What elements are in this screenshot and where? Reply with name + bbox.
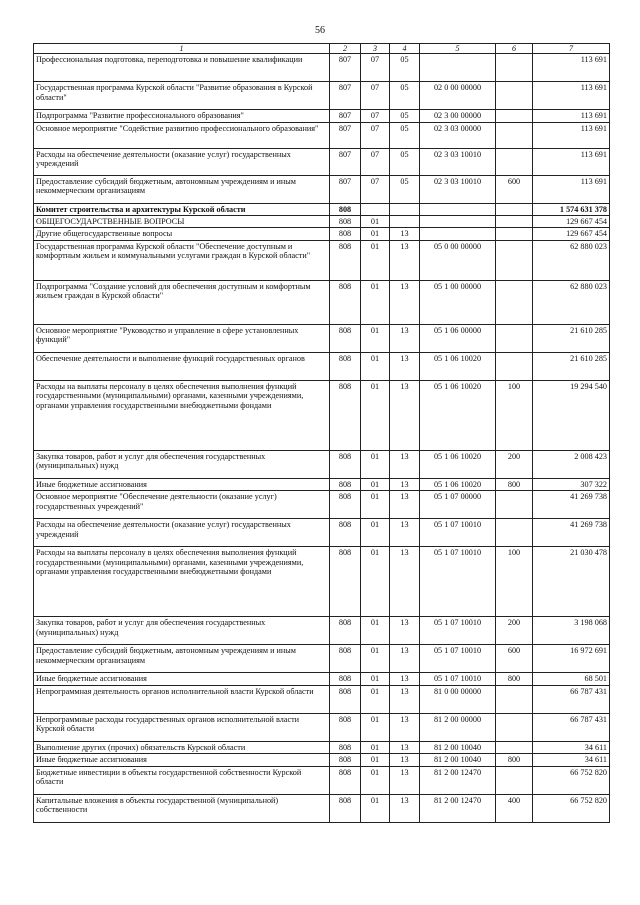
row-name-cell: Расходы на выплаты персоналу в целях обеспечения выполнения функций государственными (муниципальными) органами, казенными учреждениями, органами управления государственными внебюджетными фондами bbox=[34, 547, 330, 617]
row-subsection-cell: 13 bbox=[390, 324, 420, 352]
row-name-cell: Предоставление субсидий бюджетным, автономным учреждениям и иным некоммерческим организациям bbox=[34, 645, 330, 673]
row-admin-code-cell: 807 bbox=[330, 110, 361, 122]
row-subsection-cell: 13 bbox=[390, 673, 420, 685]
row-expense-type-cell: 400 bbox=[496, 794, 533, 822]
row-section-cell: 01 bbox=[361, 519, 390, 547]
row-amount-cell: 113 691 bbox=[533, 148, 610, 175]
table-row bbox=[34, 280, 610, 324]
row-target-article-cell: 02 0 00 00000 bbox=[420, 82, 496, 110]
row-name-cell: Подпрограмма "Развитие профессионального образования" bbox=[34, 110, 330, 122]
row-amount-cell: 68 501 bbox=[533, 673, 610, 685]
row-subsection-cell: 05 bbox=[390, 175, 420, 203]
row-admin-code-cell: 808 bbox=[330, 216, 361, 228]
row-name-cell: Иные бюджетные ассигнования bbox=[34, 673, 330, 685]
row-amount-cell: 113 691 bbox=[533, 82, 610, 110]
table-row bbox=[34, 645, 610, 673]
row-target-article-cell: 05 1 07 10010 bbox=[420, 617, 496, 645]
row-amount-cell: 66 752 820 bbox=[533, 794, 610, 822]
table-row bbox=[34, 713, 610, 741]
row-expense-type-cell bbox=[496, 741, 533, 753]
row-amount-cell: 113 691 bbox=[533, 110, 610, 122]
row-section-cell: 01 bbox=[361, 240, 390, 280]
row-expense-type-cell: 100 bbox=[496, 380, 533, 450]
table-row bbox=[34, 324, 610, 352]
row-subsection-cell: 05 bbox=[390, 122, 420, 148]
row-name-cell: Комитет строительства и архитектуры Курской области bbox=[34, 203, 330, 215]
table-row bbox=[34, 380, 610, 450]
row-amount-cell: 62 880 023 bbox=[533, 240, 610, 280]
table-row bbox=[34, 240, 610, 280]
row-admin-code-cell: 807 bbox=[330, 148, 361, 175]
row-subsection-cell bbox=[390, 216, 420, 228]
row-expense-type-cell: 800 bbox=[496, 754, 533, 766]
row-name-cell: Расходы на выплаты персоналу в целях обеспечения выполнения функций государственными (муниципальными) органами, казенными учреждениями, органами управления государственными внебюджетными фондами bbox=[34, 380, 330, 450]
row-admin-code-cell: 808 bbox=[330, 450, 361, 478]
row-target-article-cell: 05 1 06 10020 bbox=[420, 380, 496, 450]
row-subsection-cell: 13 bbox=[390, 519, 420, 547]
row-amount-cell: 41 269 738 bbox=[533, 491, 610, 519]
row-section-cell: 01 bbox=[361, 685, 390, 713]
row-target-article-cell bbox=[420, 54, 496, 82]
row-target-article-cell: 05 1 06 10020 bbox=[420, 450, 496, 478]
col-header-subsection: 4 bbox=[390, 44, 420, 54]
table-row bbox=[34, 617, 610, 645]
row-target-article-cell bbox=[420, 228, 496, 240]
row-section-cell: 01 bbox=[361, 228, 390, 240]
row-admin-code-cell: 807 bbox=[330, 175, 361, 203]
row-expense-type-cell bbox=[496, 713, 533, 741]
row-section-cell: 01 bbox=[361, 673, 390, 685]
row-name-cell: Обеспечение деятельности и выполнение функций государственных органов bbox=[34, 352, 330, 380]
row-target-article-cell: 02 3 03 10010 bbox=[420, 148, 496, 175]
row-expense-type-cell bbox=[496, 352, 533, 380]
row-target-article-cell: 81 2 00 10040 bbox=[420, 741, 496, 753]
row-section-cell: 01 bbox=[361, 450, 390, 478]
row-name-cell: Государственная программа Курской области "Развитие образования в Курской области" bbox=[34, 82, 330, 110]
row-name-cell: Основное мероприятие "Руководство и управление в сфере установленных функций" bbox=[34, 324, 330, 352]
row-section-cell: 01 bbox=[361, 478, 390, 490]
table-row bbox=[34, 673, 610, 685]
row-name-cell: Закупка товаров, работ и услуг для обеспечения государственных (муниципальных) нужд bbox=[34, 450, 330, 478]
row-target-article-cell: 05 0 00 00000 bbox=[420, 240, 496, 280]
row-subsection-cell: 05 bbox=[390, 54, 420, 82]
row-target-article-cell: 81 2 00 12470 bbox=[420, 766, 496, 794]
row-admin-code-cell: 808 bbox=[330, 617, 361, 645]
row-name-cell: Основное мероприятие "Обеспечение деятельности (оказание услуг) государственных учреждений" bbox=[34, 491, 330, 519]
row-subsection-cell: 13 bbox=[390, 352, 420, 380]
row-amount-cell: 113 691 bbox=[533, 122, 610, 148]
row-subsection-cell: 13 bbox=[390, 685, 420, 713]
row-name-cell: Иные бюджетные ассигнования bbox=[34, 478, 330, 490]
row-expense-type-cell bbox=[496, 148, 533, 175]
row-admin-code-cell: 808 bbox=[330, 280, 361, 324]
row-name-cell: Непрограммная деятельность органов исполнительной власти Курской области bbox=[34, 685, 330, 713]
row-target-article-cell: 05 1 07 00000 bbox=[420, 491, 496, 519]
table-row bbox=[34, 766, 610, 794]
row-target-article-cell: 81 2 00 10040 bbox=[420, 754, 496, 766]
row-expense-type-cell: 100 bbox=[496, 547, 533, 617]
row-subsection-cell: 13 bbox=[390, 547, 420, 617]
row-expense-type-cell bbox=[496, 519, 533, 547]
row-name-cell: Расходы на обеспечение деятельности (оказание услуг) государственных учреждений bbox=[34, 148, 330, 175]
row-admin-code-cell: 808 bbox=[330, 324, 361, 352]
row-section-cell: 01 bbox=[361, 754, 390, 766]
row-expense-type-cell bbox=[496, 240, 533, 280]
table-row bbox=[34, 519, 610, 547]
row-section-cell: 07 bbox=[361, 82, 390, 110]
col-header-section: 3 bbox=[361, 44, 390, 54]
table-row bbox=[34, 685, 610, 713]
row-amount-cell: 2 008 423 bbox=[533, 450, 610, 478]
row-expense-type-cell: 800 bbox=[496, 478, 533, 490]
col-header-expense-type: 6 bbox=[496, 44, 533, 54]
row-admin-code-cell: 808 bbox=[330, 519, 361, 547]
row-section-cell: 07 bbox=[361, 175, 390, 203]
row-amount-cell: 66 787 431 bbox=[533, 713, 610, 741]
row-target-article-cell bbox=[420, 216, 496, 228]
row-admin-code-cell: 808 bbox=[330, 713, 361, 741]
row-subsection-cell: 13 bbox=[390, 478, 420, 490]
table-row bbox=[34, 82, 610, 110]
row-section-cell: 01 bbox=[361, 617, 390, 645]
row-section-cell: 01 bbox=[361, 380, 390, 450]
row-section-cell: 01 bbox=[361, 352, 390, 380]
row-admin-code-cell: 808 bbox=[330, 766, 361, 794]
col-header-target-article: 5 bbox=[420, 44, 496, 54]
row-admin-code-cell: 808 bbox=[330, 203, 361, 215]
row-name-cell: Выполнение других (прочих) обязательств Курской области bbox=[34, 741, 330, 753]
row-subsection-cell: 13 bbox=[390, 766, 420, 794]
row-name-cell: Основное мероприятие "Содействие развитию профессионального образования" bbox=[34, 122, 330, 148]
table-row bbox=[34, 228, 610, 240]
row-admin-code-cell: 808 bbox=[330, 645, 361, 673]
table-row bbox=[34, 754, 610, 766]
row-admin-code-cell: 807 bbox=[330, 122, 361, 148]
row-subsection-cell: 13 bbox=[390, 280, 420, 324]
row-name-cell: Предоставление субсидий бюджетным, автономным учреждениям и иным некоммерческим организациям bbox=[34, 175, 330, 203]
col-header-name: 1 bbox=[34, 44, 330, 54]
row-expense-type-cell bbox=[496, 216, 533, 228]
table-row bbox=[34, 547, 610, 617]
col-header-amount: 7 bbox=[533, 44, 610, 54]
row-section-cell bbox=[361, 203, 390, 215]
row-name-cell: Закупка товаров, работ и услуг для обеспечения государственных (муниципальных) нужд bbox=[34, 617, 330, 645]
row-expense-type-cell bbox=[496, 766, 533, 794]
page-number: 56 bbox=[315, 25, 325, 36]
row-target-article-cell: 02 3 00 00000 bbox=[420, 110, 496, 122]
row-amount-cell: 129 667 454 bbox=[533, 216, 610, 228]
row-target-article-cell: 05 1 07 10010 bbox=[420, 645, 496, 673]
table-row bbox=[34, 110, 610, 122]
row-amount-cell: 1 574 631 378 bbox=[533, 203, 610, 215]
row-amount-cell: 21 610 285 bbox=[533, 352, 610, 380]
row-name-cell: Капитальные вложения в объекты государственной (муниципальной) собственности bbox=[34, 794, 330, 822]
row-target-article-cell: 81 0 00 00000 bbox=[420, 685, 496, 713]
row-section-cell: 01 bbox=[361, 547, 390, 617]
row-section-cell: 07 bbox=[361, 110, 390, 122]
row-expense-type-cell bbox=[496, 280, 533, 324]
row-subsection-cell: 05 bbox=[390, 110, 420, 122]
row-amount-cell: 113 691 bbox=[533, 54, 610, 82]
row-section-cell: 01 bbox=[361, 766, 390, 794]
row-expense-type-cell bbox=[496, 685, 533, 713]
table-row bbox=[34, 148, 610, 175]
table-row bbox=[34, 794, 610, 822]
table-row bbox=[34, 122, 610, 148]
row-admin-code-cell: 808 bbox=[330, 741, 361, 753]
row-target-article-cell: 05 1 07 10010 bbox=[420, 547, 496, 617]
row-name-cell: Расходы на обеспечение деятельности (оказание услуг) государственных учреждений bbox=[34, 519, 330, 547]
row-name-cell: Государственная программа Курской области "Обеспечение доступным и комфортным жильем и коммунальными услугами граждан в Курской области" bbox=[34, 240, 330, 280]
row-subsection-cell: 13 bbox=[390, 794, 420, 822]
row-amount-cell: 66 787 431 bbox=[533, 685, 610, 713]
row-target-article-cell: 05 1 07 10010 bbox=[420, 519, 496, 547]
row-admin-code-cell: 808 bbox=[330, 754, 361, 766]
row-admin-code-cell: 807 bbox=[330, 54, 361, 82]
row-subsection-cell: 13 bbox=[390, 228, 420, 240]
row-target-article-cell: 05 1 06 10020 bbox=[420, 352, 496, 380]
row-expense-type-cell: 600 bbox=[496, 645, 533, 673]
row-admin-code-cell: 808 bbox=[330, 478, 361, 490]
row-section-cell: 07 bbox=[361, 54, 390, 82]
row-admin-code-cell: 808 bbox=[330, 380, 361, 450]
row-subsection-cell: 13 bbox=[390, 380, 420, 450]
row-section-cell: 01 bbox=[361, 324, 390, 352]
row-admin-code-cell: 808 bbox=[330, 794, 361, 822]
row-expense-type-cell: 800 bbox=[496, 673, 533, 685]
table-body bbox=[34, 54, 610, 822]
row-amount-cell: 41 269 738 bbox=[533, 519, 610, 547]
table-row bbox=[34, 175, 610, 203]
row-section-cell: 07 bbox=[361, 122, 390, 148]
row-subsection-cell: 13 bbox=[390, 645, 420, 673]
row-target-article-cell: 05 1 06 10020 bbox=[420, 478, 496, 490]
row-amount-cell: 62 880 023 bbox=[533, 280, 610, 324]
row-section-cell: 01 bbox=[361, 741, 390, 753]
row-name-cell: Бюджетные инвестиции в объекты государственной собственности Курской области bbox=[34, 766, 330, 794]
table-row bbox=[34, 741, 610, 753]
row-section-cell: 07 bbox=[361, 148, 390, 175]
row-target-article-cell: 02 3 03 10010 bbox=[420, 175, 496, 203]
row-name-cell: ОБЩЕГОСУДАРСТВЕННЫЕ ВОПРОСЫ bbox=[34, 216, 330, 228]
row-amount-cell: 16 972 691 bbox=[533, 645, 610, 673]
row-amount-cell: 34 611 bbox=[533, 741, 610, 753]
row-section-cell: 01 bbox=[361, 280, 390, 324]
row-expense-type-cell: 200 bbox=[496, 450, 533, 478]
row-expense-type-cell bbox=[496, 324, 533, 352]
row-target-article-cell: 05 1 06 00000 bbox=[420, 324, 496, 352]
table-row bbox=[34, 54, 610, 82]
row-subsection-cell: 13 bbox=[390, 713, 420, 741]
row-subsection-cell: 05 bbox=[390, 148, 420, 175]
table-row bbox=[34, 491, 610, 519]
row-amount-cell: 113 691 bbox=[533, 175, 610, 203]
row-subsection-cell bbox=[390, 203, 420, 215]
row-subsection-cell: 13 bbox=[390, 754, 420, 766]
row-target-article-cell: 05 1 07 10010 bbox=[420, 673, 496, 685]
table-row bbox=[34, 478, 610, 490]
row-amount-cell: 307 322 bbox=[533, 478, 610, 490]
row-subsection-cell: 13 bbox=[390, 450, 420, 478]
row-section-cell: 01 bbox=[361, 713, 390, 741]
row-subsection-cell: 13 bbox=[390, 240, 420, 280]
row-expense-type-cell bbox=[496, 110, 533, 122]
row-section-cell: 01 bbox=[361, 794, 390, 822]
row-admin-code-cell: 808 bbox=[330, 685, 361, 713]
row-admin-code-cell: 808 bbox=[330, 491, 361, 519]
table-row bbox=[34, 450, 610, 478]
row-name-cell: Иные бюджетные ассигнования bbox=[34, 754, 330, 766]
row-target-article-cell: 81 2 00 00000 bbox=[420, 713, 496, 741]
row-name-cell: Профессиональная подготовка, переподготовка и повышение квалификации bbox=[34, 54, 330, 82]
row-expense-type-cell bbox=[496, 228, 533, 240]
row-target-article-cell: 81 2 00 12470 bbox=[420, 794, 496, 822]
row-subsection-cell: 13 bbox=[390, 491, 420, 519]
row-amount-cell: 21 610 285 bbox=[533, 324, 610, 352]
row-section-cell: 01 bbox=[361, 645, 390, 673]
table-row bbox=[34, 216, 610, 228]
row-target-article-cell: 02 3 03 00000 bbox=[420, 122, 496, 148]
row-admin-code-cell: 808 bbox=[330, 547, 361, 617]
row-expense-type-cell bbox=[496, 82, 533, 110]
row-name-cell: Подпрограмма "Создание условий для обеспечения доступным и комфортным жильем граждан в Курской области" bbox=[34, 280, 330, 324]
row-admin-code-cell: 808 bbox=[330, 352, 361, 380]
row-expense-type-cell bbox=[496, 122, 533, 148]
table-row bbox=[34, 203, 610, 215]
row-subsection-cell: 05 bbox=[390, 82, 420, 110]
row-amount-cell: 66 752 820 bbox=[533, 766, 610, 794]
row-admin-code-cell: 808 bbox=[330, 228, 361, 240]
row-subsection-cell: 13 bbox=[390, 617, 420, 645]
header-row bbox=[34, 44, 610, 54]
row-expense-type-cell: 600 bbox=[496, 175, 533, 203]
row-amount-cell: 19 294 540 bbox=[533, 380, 610, 450]
col-header-admin: 2 bbox=[330, 44, 361, 54]
row-amount-cell: 21 030 478 bbox=[533, 547, 610, 617]
row-expense-type-cell: 200 bbox=[496, 617, 533, 645]
table-row bbox=[34, 352, 610, 380]
row-name-cell: Непрограммные расходы государственных органов исполнительной власти Курской области bbox=[34, 713, 330, 741]
row-expense-type-cell bbox=[496, 491, 533, 519]
row-amount-cell: 129 667 454 bbox=[533, 228, 610, 240]
row-name-cell: Другие общегосударственные вопросы bbox=[34, 228, 330, 240]
row-target-article-cell: 05 1 00 00000 bbox=[420, 280, 496, 324]
row-subsection-cell: 13 bbox=[390, 741, 420, 753]
row-target-article-cell bbox=[420, 203, 496, 215]
budget-table bbox=[33, 43, 610, 823]
row-admin-code-cell: 807 bbox=[330, 82, 361, 110]
row-admin-code-cell: 808 bbox=[330, 240, 361, 280]
row-admin-code-cell: 808 bbox=[330, 673, 361, 685]
row-amount-cell: 34 611 bbox=[533, 754, 610, 766]
row-section-cell: 01 bbox=[361, 491, 390, 519]
row-expense-type-cell bbox=[496, 203, 533, 215]
row-section-cell: 01 bbox=[361, 216, 390, 228]
row-expense-type-cell bbox=[496, 54, 533, 82]
row-amount-cell: 3 198 068 bbox=[533, 617, 610, 645]
